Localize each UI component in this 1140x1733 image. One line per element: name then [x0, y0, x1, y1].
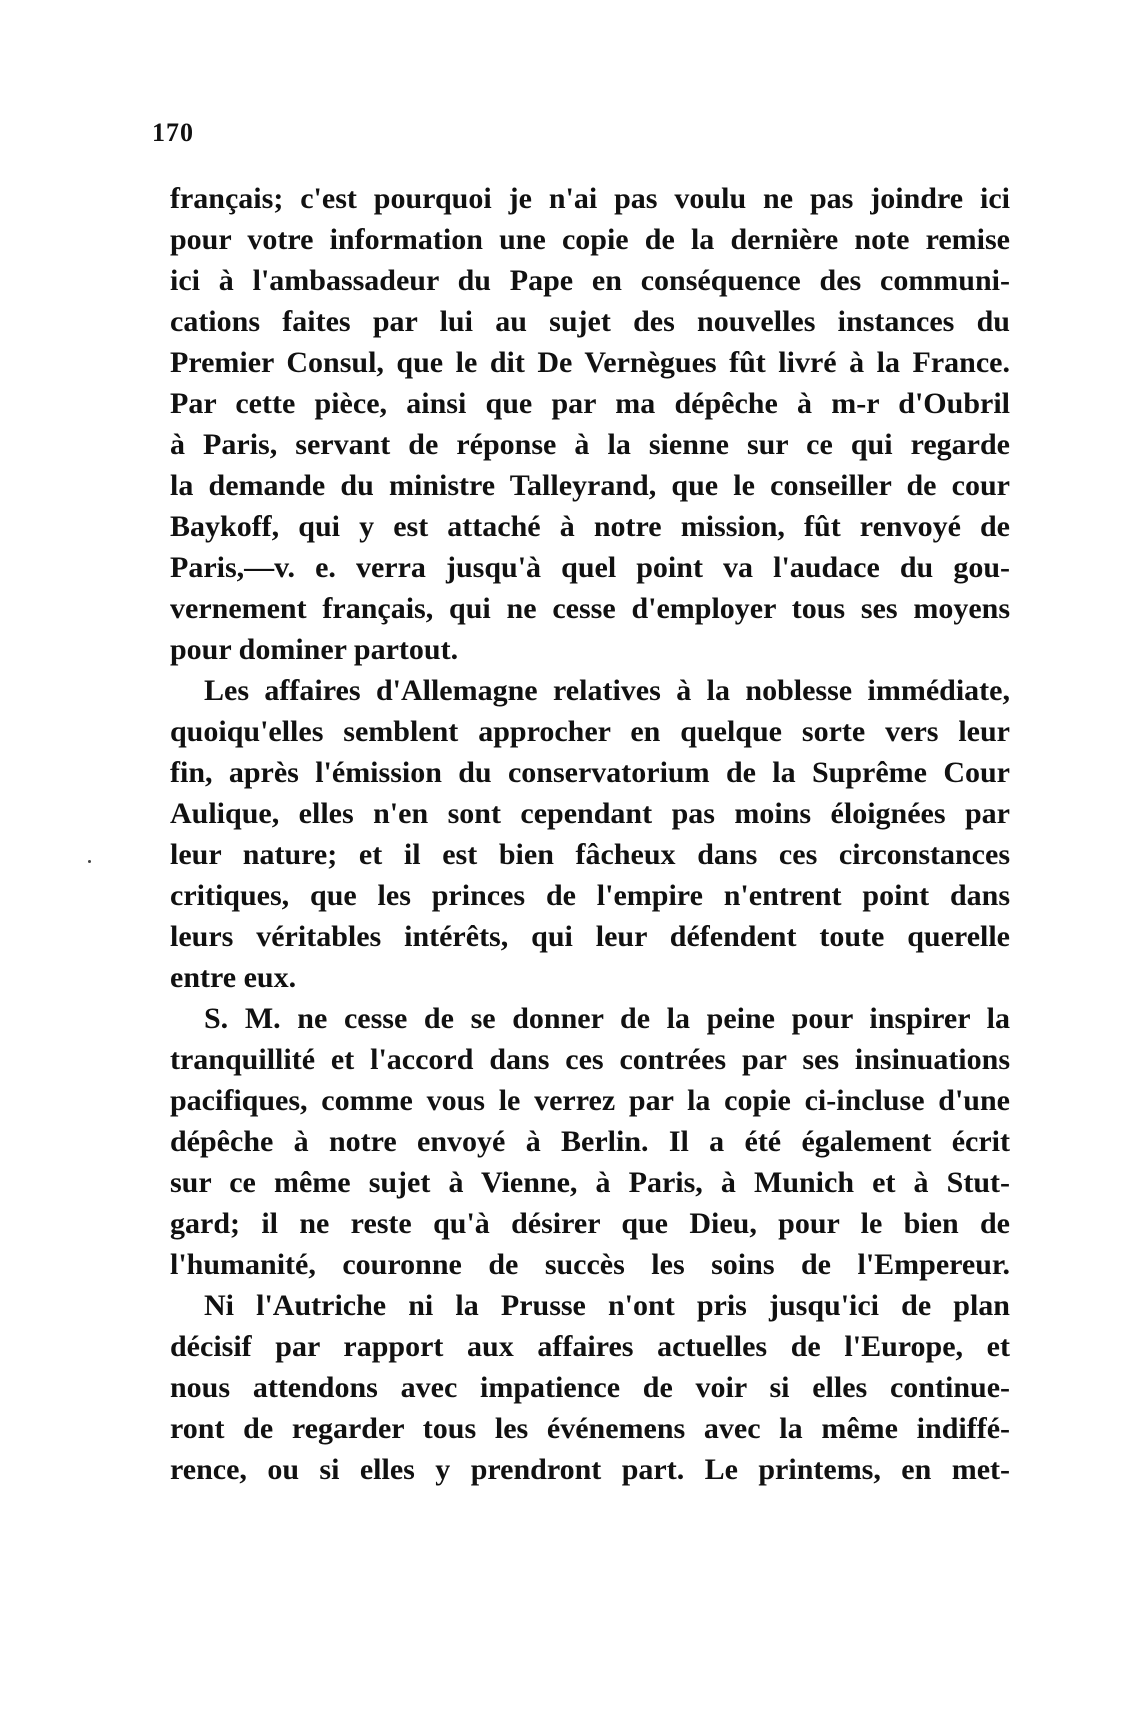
text-line: ici à l'ambassadeur du Pape en conséquence des communi-	[170, 264, 1010, 297]
text-line: leurs véritables intérêts, qui leur défendent toute querelle	[170, 920, 1010, 953]
text-line: pour votre information une copie de la dernière note remise	[170, 223, 1010, 256]
text-line: gard; il ne reste qu'à désirer que Dieu, pour le bien de	[170, 1207, 1010, 1240]
text-line: la demande du ministre Talleyrand, que le conseiller de cour	[170, 469, 1010, 502]
text-line: leur nature; et il est bien fâcheux dans ces circonstances	[170, 838, 1010, 871]
text-line: cations faites par lui au sujet des nouvelles instances du	[170, 305, 1010, 338]
text-line: ront de regarder tous les événemens avec la même indiffé-	[170, 1412, 1010, 1445]
text-line: Premier Consul, que le dit De Vernègues fût livré à la France.	[170, 346, 1010, 379]
text-line: à Paris, servant de réponse à la sienne sur ce qui regarde	[170, 428, 1010, 461]
text-line: français; c'est pourquoi je n'ai pas voulu ne pas joindre ici	[170, 182, 1010, 215]
body-text	[170, 178, 1010, 1490]
text-line: Baykoff, qui y est attaché à notre mission, fût renvoyé de	[170, 510, 1010, 543]
text-line: critiques, que les princes de l'empire n'entrent point dans	[170, 879, 1010, 912]
page-number: 170	[152, 118, 194, 147]
text-line: Par cette pièce, ainsi que par ma dépêche à m-r d'Oubril	[170, 387, 1010, 420]
text-line: pacifiques, comme vous le verrez par la copie ci-incluse d'une	[170, 1084, 1010, 1117]
paragraph-start-line: Ni l'Autriche ni la Prusse n'ont pris jusqu'ici de plan	[204, 1289, 1010, 1322]
paragraph-start-line: S. M. ne cesse de se donner de la peine pour inspirer la	[204, 1002, 1010, 1035]
text-line: quoiqu'elles semblent approcher en quelque sorte vers leur	[170, 715, 1010, 748]
text-line: pour dominer partout.	[170, 633, 459, 666]
scan-speck	[88, 860, 91, 863]
text-line: Paris,—v. e. verra jusqu'à quel point va l'audace du gou-	[170, 551, 1010, 584]
text-line: Aulique, elles n'en sont cependant pas moins éloignées par	[170, 797, 1010, 830]
text-line: fin, après l'émission du conservatorium de la Suprême Cour	[170, 756, 1010, 789]
text-line: sur ce même sujet à Vienne, à Paris, à Munich et à Stut-	[170, 1166, 1010, 1199]
text-line: rence, ou si elles y prendront part. Le printems, en met-	[170, 1453, 1010, 1486]
text-line: nous attendons avec impatience de voir si elles continue-	[170, 1371, 1010, 1404]
text-line: décisif par rapport aux affaires actuelles de l'Europe, et	[170, 1330, 1010, 1363]
paragraph-start-line: Les affaires d'Allemagne relatives à la noblesse immédiate,	[204, 674, 1010, 707]
text-line: vernement français, qui ne cesse d'employer tous ses moyens	[170, 592, 1010, 625]
text-line: dépêche à notre envoyé à Berlin. Il a été également écrit	[170, 1125, 1010, 1158]
text-line: l'humanité, couronne de succès les soins de l'Empereur.	[170, 1248, 1010, 1281]
text-line: tranquillité et l'accord dans ces contrées par ses insinuations	[170, 1043, 1010, 1076]
text-line: entre eux.	[170, 961, 297, 994]
